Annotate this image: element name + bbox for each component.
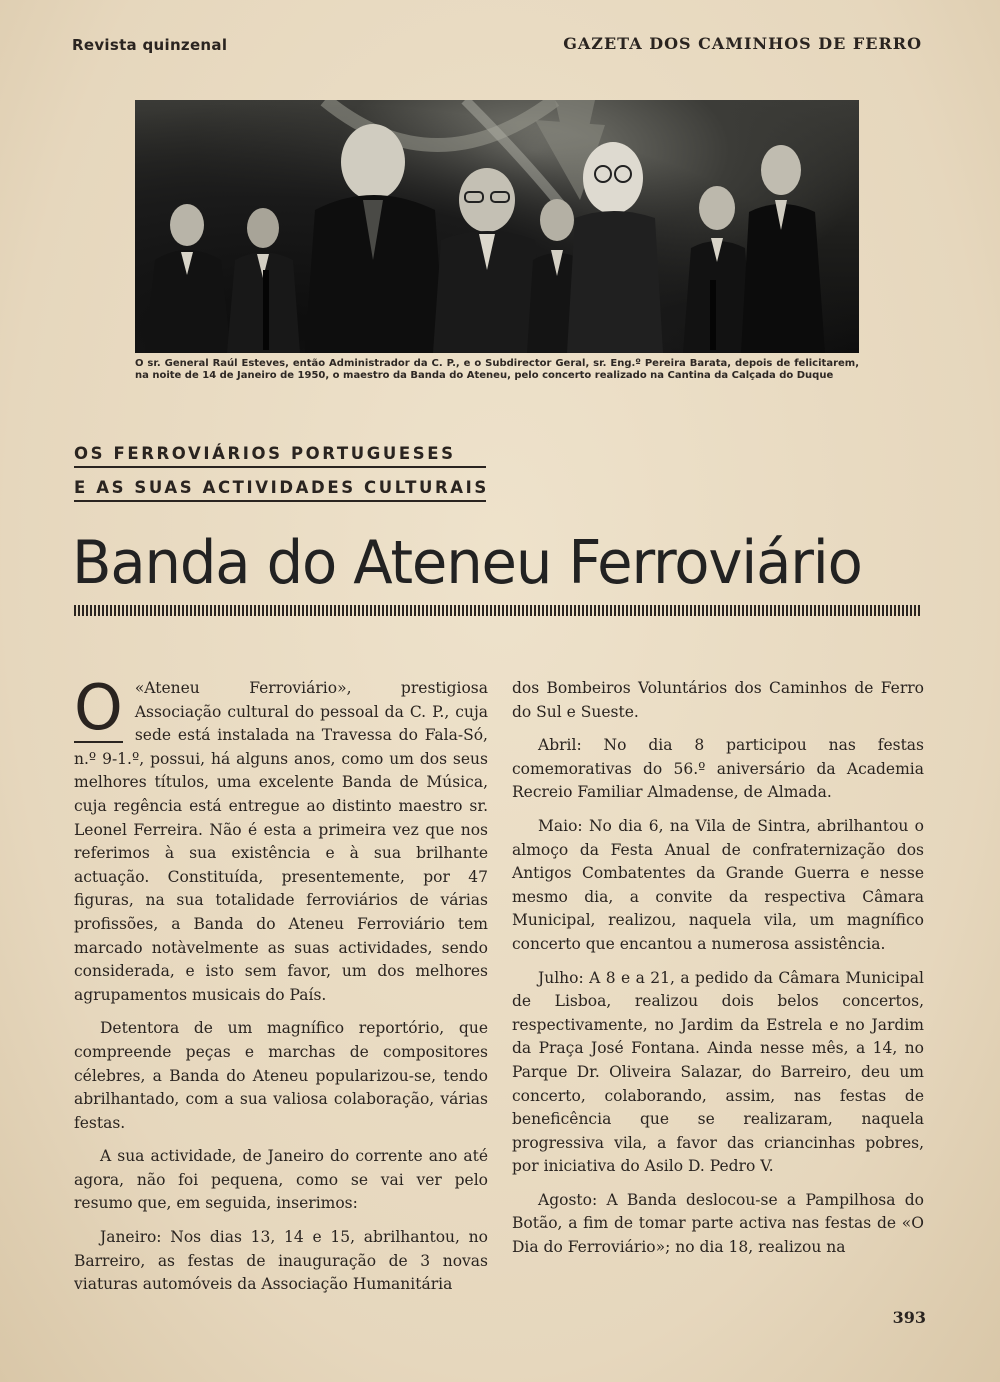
article-column-right	[512, 677, 924, 1270]
paragraph-may: Maio: No dia 6, na Vila de Sintra, abrilhantou o almoço da Festa Anual de confraternização dos Antigos Combatentes da Grande Guerra e nesse mesmo dia, a convite da respectiva Câmara Municipal, realizou, naquela vila, um magnífico concerto que encantou a numerosa assistência.	[512, 816, 924, 953]
paragraph-january: Janeiro: Nos dias 13, 14 e 15, abrilhantou, no Barreiro, as festas de inauguração de 3 novas viaturas automóveis da Associação Humanitária	[74, 1228, 488, 1294]
section-kicker-line-2: E AS SUAS ACTIVIDADES CULTURAIS	[74, 478, 489, 497]
article-column-left	[74, 671, 488, 1307]
event-photograph	[135, 100, 859, 353]
paragraph-continuation: dos Bombeiros Voluntários dos Caminhos de Ferro do Sul e Sueste.	[512, 679, 924, 721]
kicker-underline-1	[74, 466, 486, 468]
paragraph-intro	[74, 671, 488, 1007]
paragraph-august: Agosto: A Banda deslocou-se a Pampilhosa do Botão, a fim de tomar parte activa nas festas de «O Dia do Ferroviário»; no dia 18, realizou na	[512, 1190, 924, 1257]
paragraph-repertoire: Detentora de um magnífico reportório, que compreende peças e marchas de compositores célebres, a Banda do Ateneu popularizou-se, tendo abrilhantado, com a sua valiosa colaboração, várias festas.	[74, 1019, 488, 1132]
kicker-underline-2	[74, 500, 486, 502]
running-header-right: GAZETA DOS CAMINHOS DE FERRO	[563, 34, 922, 53]
photo-caption: O sr. General Raúl Esteves, então Administrador da C. P., e o Subdirector Geral, sr. Eng.º Pereira Barata, depois de felicitarem, na noite de 14 de Janeiro de 1950, o maestro da Banda do Ateneu, pelo concerto realizado na Cantina da Calçada do Duque	[135, 358, 859, 381]
photo-figures	[135, 100, 859, 353]
page-number: 393	[892, 1308, 926, 1327]
paragraph-activity: A sua actividade, de Janeiro do corrente ano até agora, não foi pequena, como se vai ver pelo resumo que, em seguida, inserimos:	[74, 1147, 488, 1213]
title-hatched-rule	[74, 605, 922, 616]
drop-cap: O	[74, 671, 123, 744]
section-kicker-line-1: OS FERROVIÁRIOS PORTUGUESES	[74, 444, 456, 463]
running-header-left: Revista quinzenal	[72, 36, 228, 54]
paragraph-april: Abril: No dia 8 participou nas festas comemorativas do 56.º aniversário da Academia Recreio Familiar Almadense, de Almada.	[512, 736, 924, 802]
paragraph-intro-text: «Ateneu Ferroviário», prestigiosa Associação cultural do pessoal da C. P., cuja sede está instalada na Travessa do Fala-Só, n.º 9-1.º, possui, há alguns anos, como um dos seus melhores títulos, uma excelente Banda de Música, cuja regência está entregue ao distinto maestro sr. Leonel Ferreira. Não é esta a primeira vez que nos referimos à sua existência e à sua brilhante actuação. Constituída, presentemente, por 47 figuras, na sua totalidade ferroviários de várias profissões, a Banda do Ateneu Ferroviário tem marcado notàvelmente as suas actividades, sendo considerada, e isto sem favor, um dos melhores agrupamentos musicais do País.	[74, 679, 488, 1004]
article-title: Banda do Ateneu Ferroviário	[72, 528, 862, 598]
paragraph-july: Julho: A 8 e a 21, a pedido da Câmara Municipal de Lisboa, realizou dois belos concertos, respectivamente, no Jardim da Estrela e no Jardim da Praça José Fontana. Ainda nesse mês, a 14, no Parque Dr. Oliveira Salazar, do Barreiro, deu um concerto, colaborando, assim, nas festas de beneficência que se realizaram, naquela progressiva vila, a favor das criancinhas pobres, por iniciativa do Asilo D. Pedro V.	[512, 968, 924, 1176]
